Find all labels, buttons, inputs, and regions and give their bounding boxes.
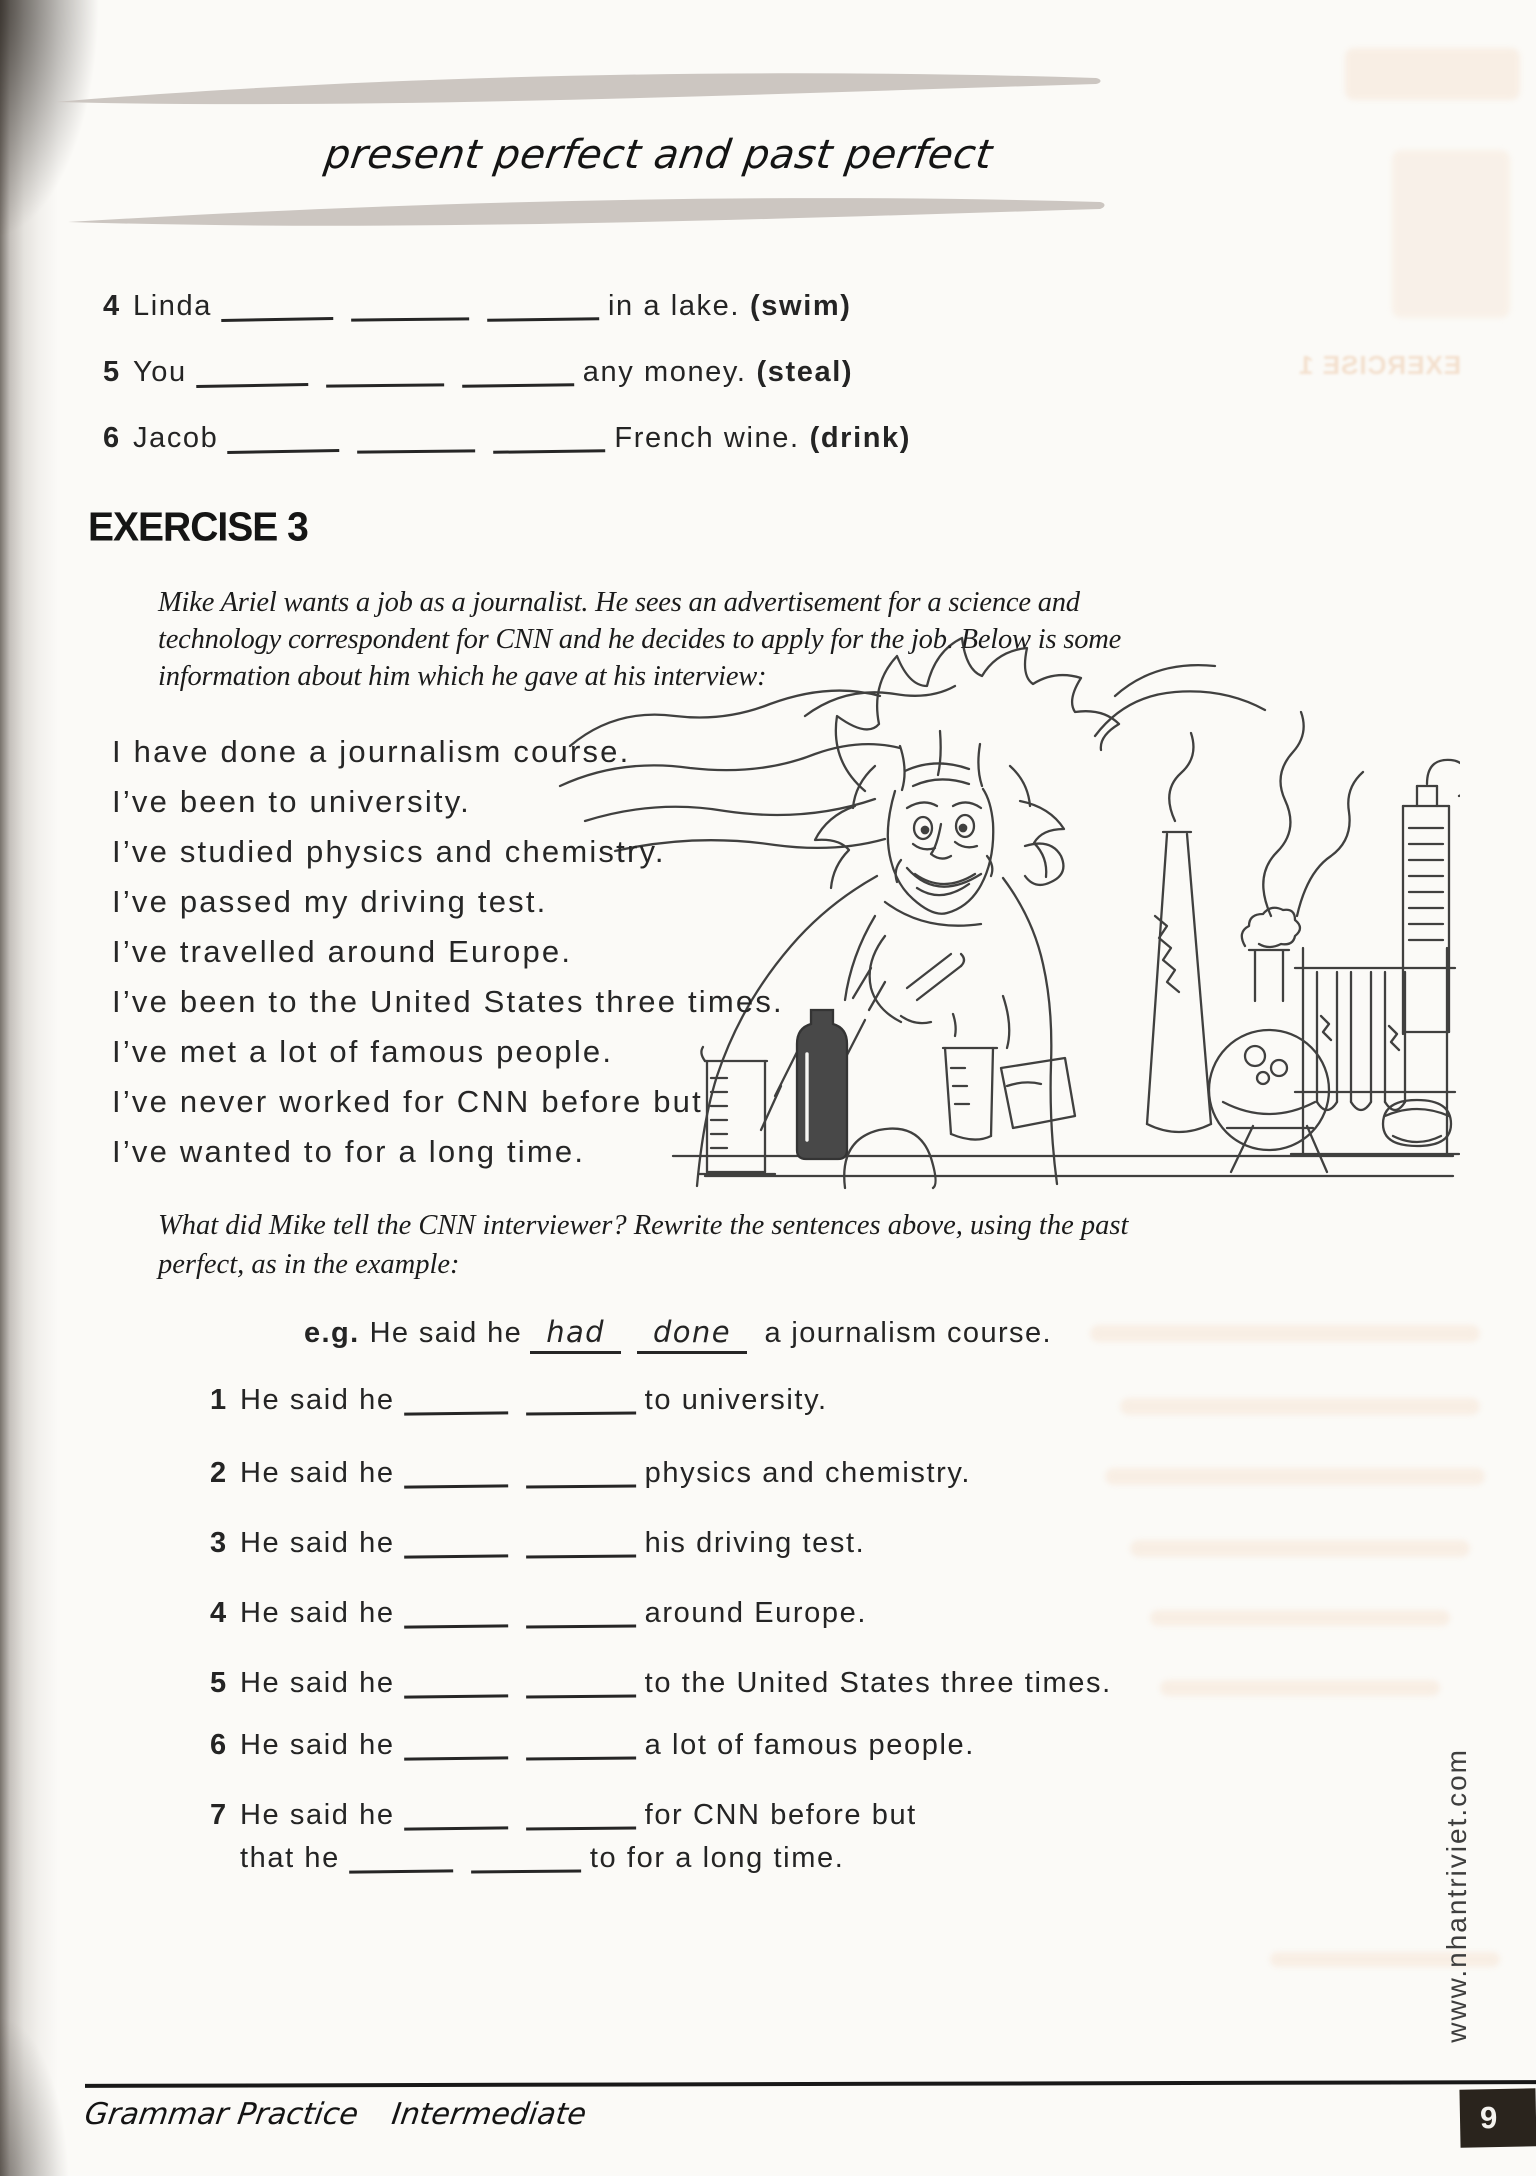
answer-blank [403, 1726, 507, 1760]
answer-blank [462, 353, 574, 388]
example-answer-2: done [637, 1315, 747, 1354]
item-number: 5 [103, 356, 121, 388]
statement-line: I’ve wanted to for a long time. [112, 1134, 586, 1169]
item-prefix: He said he [240, 1384, 395, 1416]
website-vertical-text: www.nhantriviet.com [1441, 1748, 1472, 2043]
item-number: 5 [210, 1667, 228, 1699]
statement-line: I’ve studied physics and chemistry. [112, 834, 666, 869]
item-suffix: physics and chemistry. [644, 1457, 972, 1489]
bleedthrough-blob [1130, 1540, 1470, 1557]
example-prefix: He said he [369, 1317, 523, 1349]
statement-line: I’ve been to the United States three times. [112, 984, 784, 1019]
statement-line: I’ve passed my driving test. [112, 884, 548, 919]
answer-blank [351, 287, 469, 321]
instruction-line: perfect, as in the example: [158, 1249, 460, 1280]
answer-blank [195, 353, 308, 388]
item-number: 1 [210, 1384, 228, 1416]
item-prefix: He said he [240, 1799, 395, 1831]
answer-blank [471, 1840, 581, 1874]
answer-blank [403, 1594, 507, 1628]
dark-bottle [797, 1010, 847, 1159]
item-suffix: for CNN before but [644, 1799, 917, 1831]
rewrite-item-row [210, 1727, 975, 1762]
answer-blank [526, 1455, 636, 1489]
item-suffix: his driving test. [644, 1527, 866, 1559]
answer-blank [403, 1524, 507, 1558]
example-answer-1: had [530, 1315, 621, 1354]
item-prefix: He said he [240, 1667, 395, 1699]
answer-blank [487, 287, 599, 322]
answer-blank [493, 419, 605, 454]
answer-blank [526, 1525, 636, 1559]
instruction-line: What did Mike tell the CNN interviewer? Rewrite the sentences above, using the past [158, 1210, 1129, 1241]
rewrite-item-row [210, 1595, 867, 1630]
page-number: 9 [1479, 2100, 1498, 2136]
item-number: 6 [103, 422, 121, 454]
rewrite-item-row [210, 1455, 971, 1490]
item-verb-hint: (swim) [750, 290, 852, 322]
rewrite-item-row [210, 1797, 917, 1832]
item-subject: You [133, 356, 187, 388]
item-suffix: to university. [644, 1384, 828, 1416]
statements-list [112, 727, 784, 1177]
page-header [250, 132, 996, 178]
item-suffix: a lot of famous people. [644, 1729, 975, 1761]
brush-stroke-top [55, 73, 1101, 104]
example-line [304, 1315, 1052, 1354]
item-number: 4 [103, 290, 121, 322]
item-suffix: to the United States three times. [644, 1667, 1112, 1699]
statement-line: I have done a journalism course. [112, 734, 631, 769]
fill-item-row [103, 354, 853, 389]
statement-line: I’ve been to university. [112, 784, 471, 819]
exercise-heading: EXERCISE 3 [88, 505, 308, 550]
item-number: 6 [210, 1729, 228, 1761]
answer-blank [349, 1839, 453, 1873]
item-prefix: that he [240, 1842, 340, 1874]
brush-stroke-bottom [68, 198, 1105, 226]
answer-blank [526, 1382, 636, 1416]
bleedthrough-blob [1345, 48, 1520, 100]
example-suffix: a journalism course. [764, 1317, 1052, 1349]
answer-blank [221, 287, 334, 322]
item-suffix: around Europe. [644, 1597, 867, 1629]
item-verb-hint: (steal) [756, 356, 854, 388]
item-verb-hint: (drink) [809, 422, 912, 454]
fill-item-row [103, 288, 852, 323]
exercise-instruction [158, 1206, 1128, 1284]
bleedthrough-blob [1160, 1680, 1440, 1696]
bleedthrough-blob [1105, 1468, 1485, 1485]
spine-shadow [0, 0, 58, 2176]
footer-rule [85, 2080, 1536, 2088]
answer-blank [227, 419, 340, 454]
statement-line: I’ve never worked for CNN before but [112, 1084, 703, 1119]
answer-blank [403, 1381, 507, 1415]
item-prefix: He said he [240, 1597, 395, 1629]
answer-blank [403, 1454, 507, 1488]
footer-level: Intermediate [389, 2097, 589, 2132]
intro-line: technology correspondent for CNN and he decides to apply for the job. Below is some [158, 624, 1122, 655]
bleedthrough-blob [1150, 1610, 1450, 1626]
fill-item-row [103, 420, 911, 455]
rewrite-item-row [210, 1665, 1112, 1700]
statement-line: I’ve met a lot of famous people. [112, 1034, 614, 1069]
answer-blank [526, 1595, 636, 1629]
example-label: e.g. [304, 1317, 360, 1349]
answer-blank [403, 1664, 507, 1698]
rewrite-item-row [210, 1525, 865, 1560]
answer-blank [403, 1796, 507, 1830]
intro-line: information about him which he gave at his interview: [158, 661, 767, 692]
page-title: present perfect and past perfect [321, 132, 996, 178]
item-number: 3 [210, 1527, 228, 1559]
rewrite-item-row [210, 1382, 828, 1417]
item-tail: any money. [582, 356, 747, 388]
item-subject: Jacob [133, 422, 219, 454]
item-tail: in a lake. [607, 290, 741, 322]
item-prefix: He said he [240, 1527, 395, 1559]
item-number: 4 [210, 1597, 228, 1629]
item-subject: Linda [133, 290, 212, 322]
statement-line: I’ve travelled around Europe. [112, 934, 573, 969]
answer-blank [526, 1727, 636, 1761]
item-number: 7 [210, 1799, 228, 1831]
bleedthrough-blob [1090, 1325, 1480, 1342]
item-number: 2 [210, 1457, 228, 1489]
answer-blank [526, 1665, 636, 1699]
answer-blank [357, 419, 475, 453]
item-prefix: He said he [240, 1457, 395, 1489]
bleedthrough-blob [1120, 1398, 1480, 1415]
page-number-badge [1459, 2088, 1536, 2147]
item-tail: French wine. [614, 422, 800, 454]
answer-blank [526, 1797, 636, 1831]
bleedthrough-text: EXERCISE 1 [1298, 350, 1462, 380]
item-prefix: He said he [240, 1729, 395, 1761]
rewrite-item-row-continued [240, 1840, 844, 1875]
footer-series: Grammar Practice [82, 2097, 361, 2132]
item-suffix: to for a long time. [589, 1842, 845, 1874]
intro-line: Mike Ariel wants a job as a journalist. He sees an advertisement for a science and [158, 587, 1080, 618]
scan-corner-shadow-bottom [0, 2016, 70, 2176]
answer-blank [326, 353, 444, 387]
bleedthrough-blob [1392, 150, 1510, 318]
